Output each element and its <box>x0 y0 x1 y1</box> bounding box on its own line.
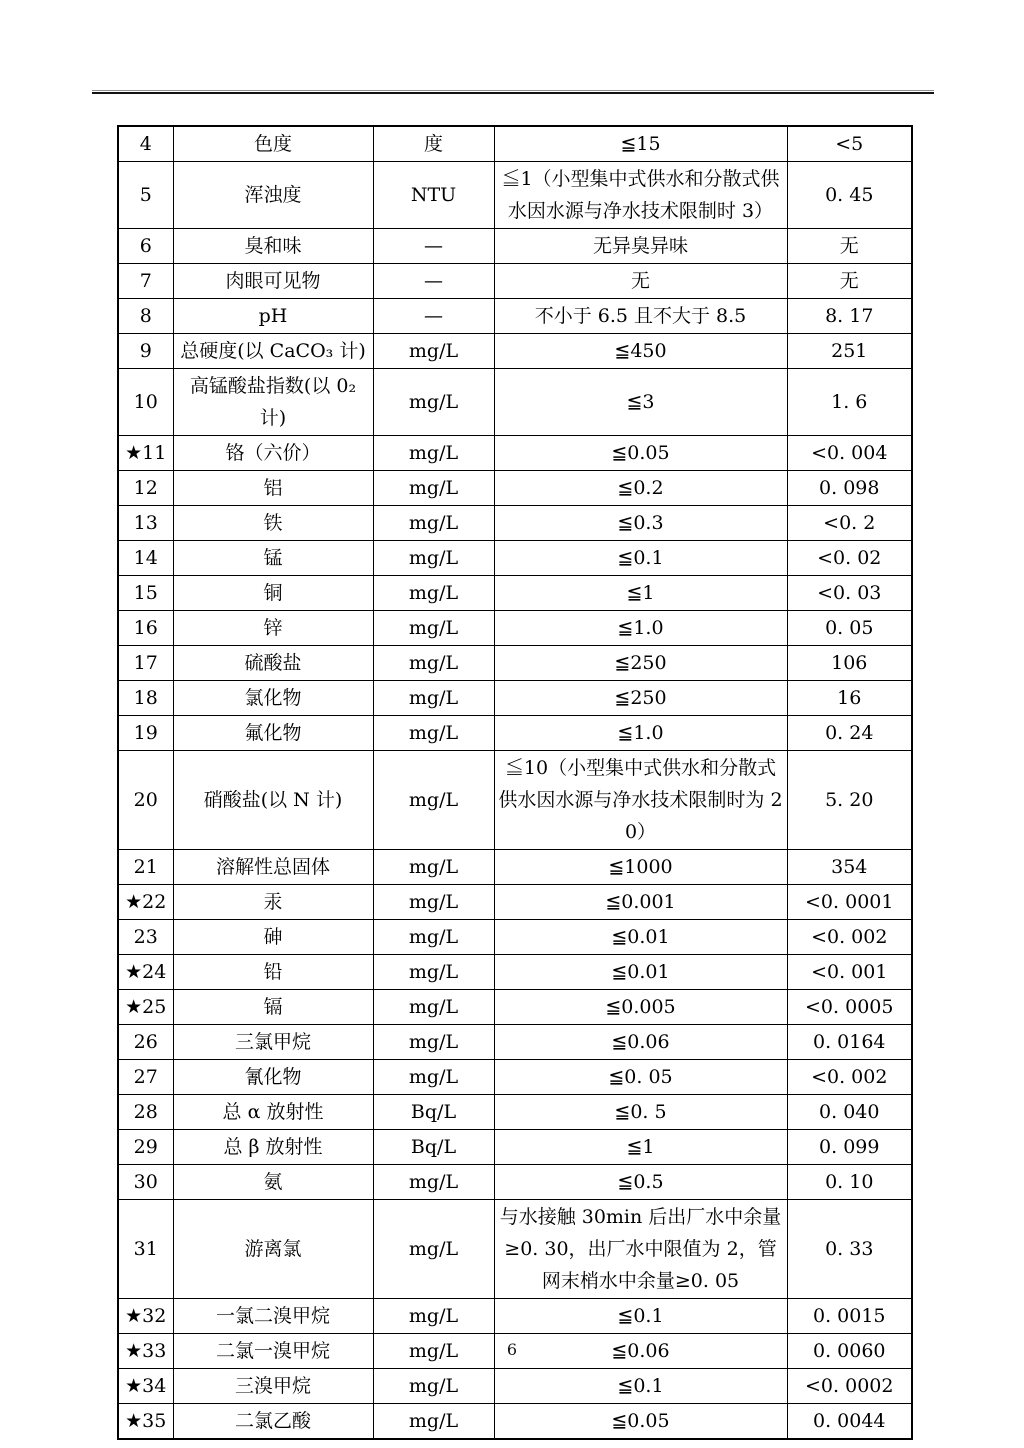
header-rule <box>92 90 934 94</box>
unit-cell: mg/L <box>373 751 494 850</box>
result-cell: 0. 45 <box>787 162 912 229</box>
limit-cell: ≦0. 5 <box>494 1095 787 1130</box>
result-cell: <0. 002 <box>787 920 912 955</box>
table-row <box>118 506 912 541</box>
table-row <box>118 1200 912 1299</box>
row-number-cell: 21 <box>118 850 173 885</box>
parameter-name-cell: 浑浊度 <box>173 162 373 229</box>
table-row <box>118 716 912 751</box>
table-row <box>118 646 912 681</box>
table-body <box>118 126 912 1439</box>
unit-cell: — <box>373 229 494 264</box>
table-row <box>118 264 912 299</box>
row-number-cell: 29 <box>118 1130 173 1165</box>
result-cell: 16 <box>787 681 912 716</box>
parameter-name-cell: 砷 <box>173 920 373 955</box>
parameter-name-cell: 铁 <box>173 506 373 541</box>
row-number-cell: ★24 <box>118 955 173 990</box>
result-cell: 0. 0060 <box>787 1334 912 1369</box>
limit-cell: ≦0.3 <box>494 506 787 541</box>
table-row <box>118 1025 912 1060</box>
table-row <box>118 334 912 369</box>
table-row <box>118 126 912 162</box>
parameter-name-cell: 总 α 放射性 <box>173 1095 373 1130</box>
row-number-cell: 19 <box>118 716 173 751</box>
parameter-name-cell: 臭和味 <box>173 229 373 264</box>
unit-cell: mg/L <box>373 436 494 471</box>
unit-cell: mg/L <box>373 955 494 990</box>
result-cell: 106 <box>787 646 912 681</box>
result-cell: <0. 001 <box>787 955 912 990</box>
parameter-name-cell: 游离氯 <box>173 1200 373 1299</box>
result-cell: 0. 24 <box>787 716 912 751</box>
table-row <box>118 885 912 920</box>
row-number-cell: 4 <box>118 126 173 162</box>
parameter-name-cell: 氟化物 <box>173 716 373 751</box>
unit-cell: mg/L <box>373 576 494 611</box>
result-cell: <0. 004 <box>787 436 912 471</box>
limit-cell: ≦450 <box>494 334 787 369</box>
row-number-cell: 7 <box>118 264 173 299</box>
row-number-cell: ★35 <box>118 1404 173 1440</box>
limit-cell: ≦1000 <box>494 850 787 885</box>
result-cell: 0. 33 <box>787 1200 912 1299</box>
page-number: 6 <box>506 1340 518 1359</box>
table-row <box>118 436 912 471</box>
unit-cell: mg/L <box>373 506 494 541</box>
row-number-cell: 14 <box>118 541 173 576</box>
table-row <box>118 541 912 576</box>
parameter-name-cell: 氨 <box>173 1165 373 1200</box>
unit-cell: mg/L <box>373 1200 494 1299</box>
result-cell: <0. 03 <box>787 576 912 611</box>
unit-cell: Bq/L <box>373 1130 494 1165</box>
limit-cell: ≦1 <box>494 576 787 611</box>
row-number-cell: ★33 <box>118 1334 173 1369</box>
unit-cell: mg/L <box>373 885 494 920</box>
result-cell: 1. 6 <box>787 369 912 436</box>
result-cell: 0. 099 <box>787 1130 912 1165</box>
result-cell: <0. 2 <box>787 506 912 541</box>
table-row <box>118 162 912 229</box>
parameter-name-cell: 锰 <box>173 541 373 576</box>
row-number-cell: ★25 <box>118 990 173 1025</box>
row-number-cell: ★34 <box>118 1369 173 1404</box>
parameter-name-cell: pH <box>173 299 373 334</box>
row-number-cell: 9 <box>118 334 173 369</box>
limit-cell: ≦0.06 <box>494 1025 787 1060</box>
table-row <box>118 299 912 334</box>
table-row <box>118 229 912 264</box>
parameter-name-cell: 硝酸盐(以 N 计) <box>173 751 373 850</box>
unit-cell: mg/L <box>373 1299 494 1334</box>
row-number-cell: ★22 <box>118 885 173 920</box>
result-cell: <0. 02 <box>787 541 912 576</box>
table-row <box>118 1299 912 1334</box>
table-row <box>118 611 912 646</box>
unit-cell: mg/L <box>373 369 494 436</box>
table-row <box>118 1060 912 1095</box>
row-number-cell: 28 <box>118 1095 173 1130</box>
table-row <box>118 576 912 611</box>
parameter-name-cell: 二氯一溴甲烷 <box>173 1334 373 1369</box>
result-cell: 354 <box>787 850 912 885</box>
limit-cell: ≦0.2 <box>494 471 787 506</box>
unit-cell: mg/L <box>373 471 494 506</box>
row-number-cell: ★32 <box>118 1299 173 1334</box>
row-number-cell: 20 <box>118 751 173 850</box>
limit-cell: ≦0.001 <box>494 885 787 920</box>
row-number-cell: 31 <box>118 1200 173 1299</box>
result-cell: 5. 20 <box>787 751 912 850</box>
limit-cell: ≦0.01 <box>494 955 787 990</box>
parameter-name-cell: 锌 <box>173 611 373 646</box>
table-row <box>118 1130 912 1165</box>
result-cell: 无 <box>787 264 912 299</box>
row-number-cell: 8 <box>118 299 173 334</box>
limit-cell: ≦1.0 <box>494 716 787 751</box>
limit-cell: ≦0.05 <box>494 436 787 471</box>
limit-cell: 与水接触 30min 后出厂水中余量≥0. 30，出厂水中限值为 2，管网末梢水中余量≥0. 05 <box>494 1200 787 1299</box>
result-cell: 0. 05 <box>787 611 912 646</box>
table-row <box>118 369 912 436</box>
row-number-cell: 16 <box>118 611 173 646</box>
parameter-name-cell: 色度 <box>173 126 373 162</box>
parameter-name-cell: 铬（六价） <box>173 436 373 471</box>
row-number-cell: 27 <box>118 1060 173 1095</box>
parameter-name-cell: 三氯甲烷 <box>173 1025 373 1060</box>
unit-cell: mg/L <box>373 646 494 681</box>
parameter-name-cell: 铜 <box>173 576 373 611</box>
unit-cell: NTU <box>373 162 494 229</box>
unit-cell: Bq/L <box>373 1095 494 1130</box>
row-number-cell: 6 <box>118 229 173 264</box>
row-number-cell: 23 <box>118 920 173 955</box>
unit-cell: mg/L <box>373 1334 494 1369</box>
table-row <box>118 850 912 885</box>
parameter-name-cell: 氯化物 <box>173 681 373 716</box>
unit-cell: mg/L <box>373 1369 494 1404</box>
parameter-name-cell: 铅 <box>173 955 373 990</box>
unit-cell: mg/L <box>373 1404 494 1440</box>
unit-cell: 度 <box>373 126 494 162</box>
limit-cell: 无异臭异味 <box>494 229 787 264</box>
limit-cell: ≦1 <box>494 1130 787 1165</box>
limit-cell: ≦250 <box>494 646 787 681</box>
limit-cell: ≦0.05 <box>494 1404 787 1440</box>
result-cell: 0. 0164 <box>787 1025 912 1060</box>
unit-cell: mg/L <box>373 681 494 716</box>
parameter-name-cell: 总 β 放射性 <box>173 1130 373 1165</box>
row-number-cell: 18 <box>118 681 173 716</box>
unit-cell: mg/L <box>373 1025 494 1060</box>
parameter-name-cell: 三溴甲烷 <box>173 1369 373 1404</box>
unit-cell: mg/L <box>373 990 494 1025</box>
limit-cell: 不小于 6.5 且不大于 8.5 <box>494 299 787 334</box>
unit-cell: mg/L <box>373 1165 494 1200</box>
parameter-name-cell: 铝 <box>173 471 373 506</box>
unit-cell: mg/L <box>373 334 494 369</box>
limit-cell: ≦1.0 <box>494 611 787 646</box>
row-number-cell: ★11 <box>118 436 173 471</box>
limit-cell: ≦0.005 <box>494 990 787 1025</box>
parameter-name-cell: 溶解性总固体 <box>173 850 373 885</box>
parameter-name-cell: 镉 <box>173 990 373 1025</box>
result-cell: 无 <box>787 229 912 264</box>
water-quality-table <box>117 125 913 1440</box>
limit-cell: ≦0.1 <box>494 1299 787 1334</box>
limit-cell: ≦0.5 <box>494 1165 787 1200</box>
table-row <box>118 955 912 990</box>
limit-cell: ≦15 <box>494 126 787 162</box>
limit-cell: ≦0.06 <box>494 1334 787 1369</box>
result-cell: 8. 17 <box>787 299 912 334</box>
result-cell: 251 <box>787 334 912 369</box>
row-number-cell: 10 <box>118 369 173 436</box>
result-cell: <0. 0001 <box>787 885 912 920</box>
limit-cell: ≦250 <box>494 681 787 716</box>
table-row <box>118 1165 912 1200</box>
row-number-cell: 26 <box>118 1025 173 1060</box>
limit-cell: ≦0.01 <box>494 920 787 955</box>
limit-cell: ≦1（小型集中式供水和分散式供水因水源与净水技术限制时 3） <box>494 162 787 229</box>
table-row <box>118 920 912 955</box>
parameter-name-cell: 氰化物 <box>173 1060 373 1095</box>
parameter-name-cell: 二氯乙酸 <box>173 1404 373 1440</box>
unit-cell: mg/L <box>373 850 494 885</box>
header-rule-thick-line <box>92 92 934 94</box>
row-number-cell: 13 <box>118 506 173 541</box>
result-cell: <5 <box>787 126 912 162</box>
parameter-name-cell: 硫酸盐 <box>173 646 373 681</box>
result-cell: 0. 10 <box>787 1165 912 1200</box>
limit-cell: ≦0. 05 <box>494 1060 787 1095</box>
result-cell: 0. 0015 <box>787 1299 912 1334</box>
row-number-cell: 12 <box>118 471 173 506</box>
parameter-name-cell: 一氯二溴甲烷 <box>173 1299 373 1334</box>
unit-cell: mg/L <box>373 541 494 576</box>
unit-cell: mg/L <box>373 716 494 751</box>
table-row <box>118 751 912 850</box>
table-row <box>118 990 912 1025</box>
table-row <box>118 1369 912 1404</box>
table-row <box>118 681 912 716</box>
result-cell: <0. 002 <box>787 1060 912 1095</box>
result-cell: 0. 0044 <box>787 1404 912 1440</box>
result-cell: <0. 0002 <box>787 1369 912 1404</box>
limit-cell: ≦3 <box>494 369 787 436</box>
result-cell: <0. 0005 <box>787 990 912 1025</box>
limit-cell: ≦0.1 <box>494 541 787 576</box>
limit-cell: 无 <box>494 264 787 299</box>
table-row <box>118 1095 912 1130</box>
row-number-cell: 30 <box>118 1165 173 1200</box>
row-number-cell: 5 <box>118 162 173 229</box>
result-cell: 0. 040 <box>787 1095 912 1130</box>
limit-cell: ≦0.1 <box>494 1369 787 1404</box>
unit-cell: — <box>373 299 494 334</box>
unit-cell: mg/L <box>373 611 494 646</box>
parameter-name-cell: 总硬度(以 CaCO₃ 计) <box>173 334 373 369</box>
unit-cell: — <box>373 264 494 299</box>
row-number-cell: 17 <box>118 646 173 681</box>
limit-cell: ≦10（小型集中式供水和分散式供水因水源与净水技术限制时为 20） <box>494 751 787 850</box>
parameter-name-cell: 肉眼可见物 <box>173 264 373 299</box>
parameter-name-cell: 高锰酸盐指数(以 0₂ 计) <box>173 369 373 436</box>
row-number-cell: 15 <box>118 576 173 611</box>
table-row <box>118 1404 912 1440</box>
unit-cell: mg/L <box>373 1060 494 1095</box>
parameter-name-cell: 汞 <box>173 885 373 920</box>
table-row <box>118 471 912 506</box>
result-cell: 0. 098 <box>787 471 912 506</box>
unit-cell: mg/L <box>373 920 494 955</box>
